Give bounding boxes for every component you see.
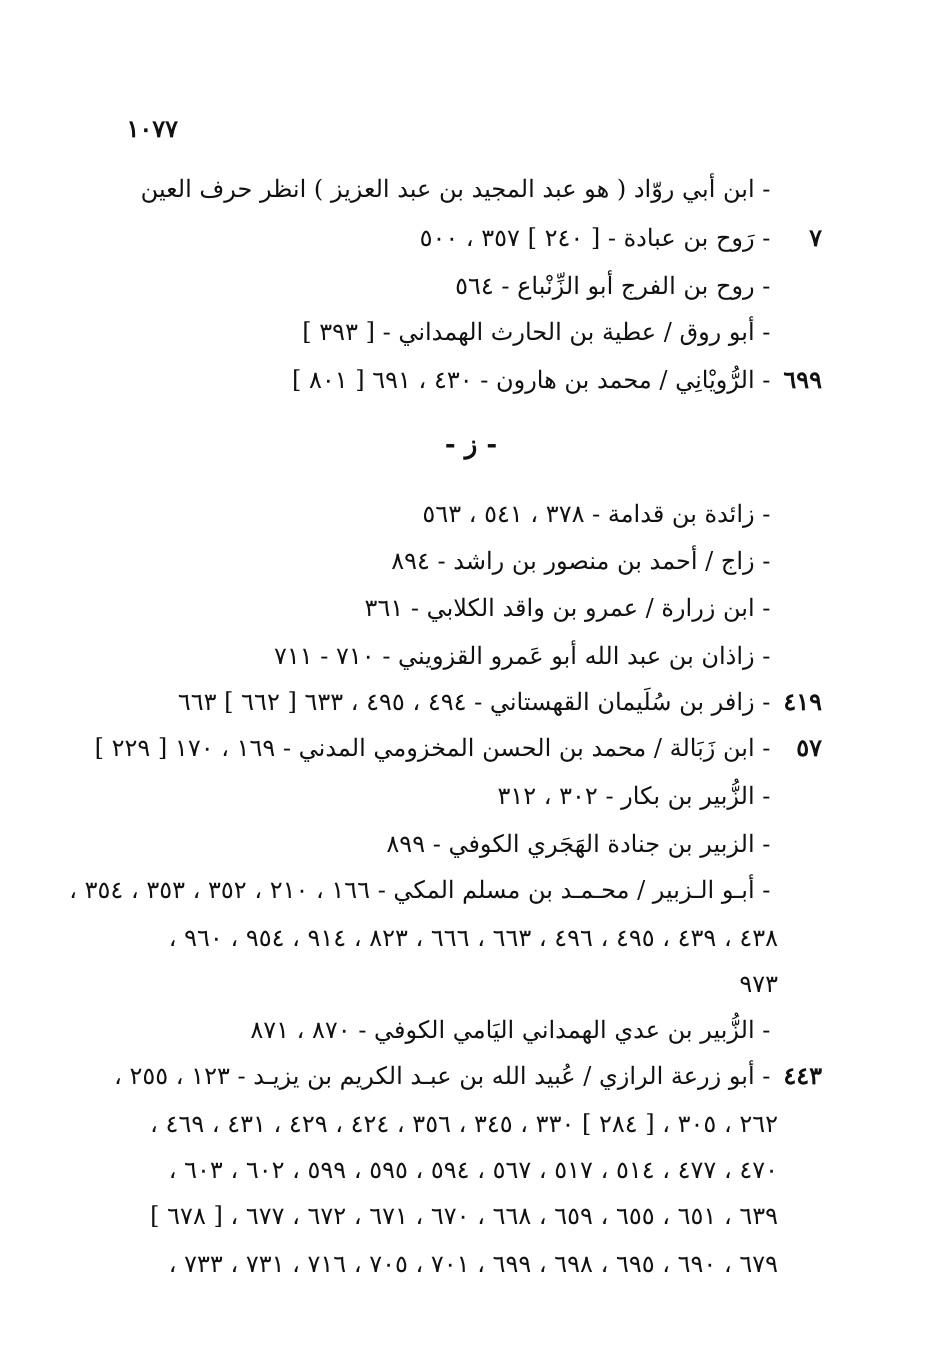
entry-number: ٧ xyxy=(809,223,822,252)
entry-text: - أبو زرعة الرازي / عُبيد الله بن عبـد الكريم بن يزيـد - ١٢٣ ، ٢٥٥ ، xyxy=(114,1062,771,1090)
index-entry xyxy=(141,171,822,207)
entry-text: - ابن زَبَالة / محمد بن الحسن المخزومي المدني - ١٦٩ ، ١٧٠ [ ٢٢٩ ] xyxy=(94,734,771,762)
index-entry xyxy=(386,826,822,862)
entry-number: ٤١٩ xyxy=(783,687,822,716)
entry-text: - ابن زرارة / عمرو بن واقد الكلابي - ٣٦١ xyxy=(364,594,771,622)
entry-text: - زاذان بن عبد الله أبو عَمرو القزويني - ٧١٠ - ٧١١ xyxy=(273,642,771,670)
entry-text: - زائدة بن قدامة - ٣٧٨ ، ٥٤١ ، ٥٦٣ xyxy=(422,500,771,528)
index-entry-continuation xyxy=(739,966,778,1002)
entry-text: ٦٣٩ ، ٦٥١ ، ٦٥٥ ، ٦٥٩ ، ٦٦٨ ، ٦٧٠ ، ٦٧١ ، ٦٧٢ ، ٦٧٧ ، [ ٦٧٨ ] xyxy=(150,1202,778,1230)
section-heading: - ز - xyxy=(444,430,498,460)
entry-number: ٤٤٣ xyxy=(783,1061,822,1090)
index-entry xyxy=(178,684,822,720)
entry-text: - زافر بن سُلَيمان القهستاني - ٤٩٤ ، ٤٩٥ ، ٦٣٣ [ ٦٦٢ ] ٦٦٣ xyxy=(177,688,771,716)
index-entry xyxy=(292,362,822,398)
index-entry xyxy=(420,220,822,256)
index-entry xyxy=(391,543,822,579)
index-entry xyxy=(114,1058,822,1094)
index-entry xyxy=(274,638,822,674)
index-entry xyxy=(95,730,822,766)
entry-number: ٥٧ xyxy=(796,733,822,762)
entry-text: - روح بن الفرج أبو الزِّنْباع - ٥٦٤ xyxy=(455,272,771,300)
entry-text: - الزُّبير بن عدي الهمداني اليَامي الكوفي - ٨٧٠ ، ٨٧١ xyxy=(250,1016,771,1044)
entry-text: ٤٧٠ ، ٤٧٧ ، ٥١٤ ، ٥١٧ ، ٥٦٧ ، ٥٩٤ ، ٥٩٥ ، ٥٩٩ ، ٦٠٢ ، ٦٠٣ ، xyxy=(168,1156,778,1184)
entry-text: ٤٣٨ ، ٤٣٩ ، ٤٩٥ ، ٤٩٦ ، ٦٦٣ ، ٦٦٦ ، ٨٢٣ ، ٩١٤ ، ٩٥٤ ، ٩٦٠ ، xyxy=(168,924,778,952)
index-entry xyxy=(250,1012,822,1048)
entry-text: - الرُّويْانِي / محمد بن هارون - ٤٣٠ ، ٦٩١ [ ٨٠١ ] xyxy=(291,366,771,394)
index-entry-continuation xyxy=(150,1198,778,1234)
entry-text: - أبـو الـزبير / محـمـد بن مسلم المكي - ١٦٦ ، ٢١٠ ، ٣٥٢ ، ٣٥٣ ، ٣٥٤ ، xyxy=(69,876,771,904)
entry-text: - الزبير بن جنادة الهَجَري الكوفي - ٨٩٩ xyxy=(386,830,771,858)
index-entry xyxy=(69,872,822,908)
index-entry-continuation xyxy=(169,920,778,956)
entry-text: - زاج / أحمد بن منصور بن راشد - ٨٩٤ xyxy=(391,547,771,575)
index-entry-continuation xyxy=(150,1106,778,1142)
entry-text: - أبو روق / عطية بن الحارث الهمداني - [ ٣٩٣ ] xyxy=(302,318,771,346)
entry-text: - الزُّبير بن بكار - ٣٠٢ ، ٣١٢ xyxy=(497,782,771,810)
entry-number: ٦٩٩ xyxy=(783,365,822,394)
index-entry xyxy=(422,496,822,532)
entry-text: ٩٧٣ xyxy=(739,970,778,998)
index-entry xyxy=(302,314,822,350)
index-entry xyxy=(455,268,822,304)
entry-text: ٦٧٩ ، ٦٩٠ ، ٦٩٥ ، ٦٩٨ ، ٦٩٩ ، ٧٠١ ، ٧٠٥ ، ٧١٦ ، ٧٣١ ، ٧٣٣ ، xyxy=(168,1250,778,1278)
entry-text: ٢٦٢ ، ٣٠٥ ، [ ٢٨٤ ] ٣٣٠ ، ٣٤٥ ، ٣٥٦ ، ٤٢٤ ، ٤٢٩ ، ٤٣١ ، ٤٦٩ ، xyxy=(150,1110,778,1138)
entry-text: - ابن أبي روّاد ( هو عبد المجيد بن عبد العزيز ) انظر حرف العين xyxy=(140,175,771,203)
index-entry xyxy=(365,590,822,626)
entry-text: - رَوح بن عبادة - [ ٢٤٠ ] ٣٥٧ ، ٥٠٠ xyxy=(419,224,771,252)
index-entry xyxy=(497,778,822,814)
page-number: ١٠٧٧ xyxy=(126,114,178,143)
index-entry-continuation xyxy=(169,1152,778,1188)
index-entry-continuation xyxy=(169,1246,778,1282)
